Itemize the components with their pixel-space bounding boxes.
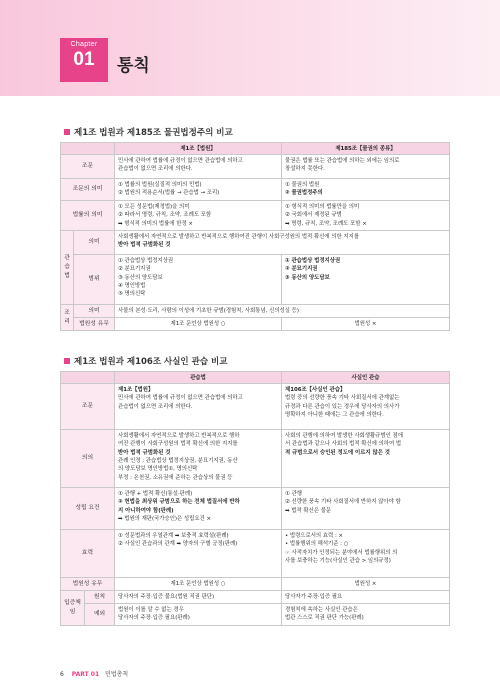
cell: ① 법률의 법원(실질적 의미의 민법) ② 법원의 적용순서(법률 → 관습법 → 조리) <box>115 179 282 201</box>
table-row <box>61 305 450 318</box>
cell: ① 관습법상 법정지상권 ② 분묘기지권 ③ 동산의 양도담보 ④ 명인방법 ⑤ 명의신탁 <box>115 255 282 305</box>
comparison-table-2 <box>60 371 450 626</box>
cell: ① 물권의 법원 ② 물권법정주의 <box>282 179 450 201</box>
cell: 경험칙에 속하는 사실인 관습은 법관 스스로 직권 판단 가능(판례) <box>282 604 450 626</box>
row-label: 법원성 유무 <box>61 578 115 591</box>
table-row <box>61 591 450 604</box>
row-label: 조문 <box>61 155 115 179</box>
cell: 물권은 법률 또는 관습법에 의하는 외에는 임의로 창설하지 못한다. <box>282 155 450 179</box>
cell: 민사에 관하여 법률에 규정이 없으면 관습법에 의하고 관습법이 없으면 조리에 의한다. <box>115 155 282 179</box>
row-label: 조문 <box>61 384 115 430</box>
table-row <box>61 604 450 626</box>
row-label: 범위 <box>74 255 115 305</box>
part-title: 민법총칙 <box>105 671 129 678</box>
comparison-table-1 <box>60 142 450 331</box>
cell: 법원성 × <box>282 578 450 591</box>
cell: 사회생활에서 자연적으로 발생하고 반복적으로 행하 여진 관행이 사회구성원의 법적 확신에 의한 지지를 받아 법적 규범화된 것 관례 인정 : 관습법상 법정지상권, 분묘기지권, 동산 의 양도담보 명인방법①, 명의신탁 부정 : 온천권, 소유권에 준하는 관습상의 물권 등 <box>115 430 282 488</box>
section1-title-text: 제1조 법원과 제185조 물권법정주의 비교 <box>74 128 233 138</box>
bullet-square-icon <box>64 358 70 364</box>
table-row <box>61 201 450 231</box>
table-row <box>61 179 450 201</box>
table-row <box>61 430 450 488</box>
page-number: 6 <box>60 671 64 678</box>
cell: 제106조【사실인 관습】 법령 중의 선량한 풍속 기타 사회질서에 관계없는 규정과 다른 관습이 있는 경우에 당사자의 의사가 명확하지 아니한 때에는 그 관습에 의한다. <box>282 384 450 430</box>
header-empty <box>61 143 115 155</box>
header-col-2: 제185조【물권의 종류】 <box>282 143 450 155</box>
table-row <box>61 488 450 530</box>
group-label: 조리 <box>61 305 74 331</box>
table-row <box>61 384 450 430</box>
cell: ① 성문법과의 우열관계 ➡ 보충적 효력설(판례) ② 사실인 관습과의 관계 ➡ 양자의 구별 긍정(판례) <box>115 530 282 578</box>
row-label: 의의 <box>61 430 115 488</box>
header-col-1: 제1조【법원】 <box>115 143 282 155</box>
table-header-row <box>61 143 450 155</box>
cell: ① 관행 ② 선량한 풍속 기타 사회질서에 반하지 않아야 함 ➡ 법적 확신은 불문 <box>282 488 450 530</box>
group-label: 관습법 <box>61 231 74 305</box>
row-label: 성립 요건 <box>61 488 115 530</box>
row-label: 조문의 의미 <box>61 179 115 201</box>
row-label: 예외 <box>85 604 115 626</box>
chapter-title: 통칙 <box>117 56 150 76</box>
chapter-badge <box>60 38 108 82</box>
cell: ① 형식적 의미의 법률만을 의미 ② 국회에서 제정된 규범 ➡ 명령, 규칙, 조약, 조례도 포함 × <box>282 201 450 231</box>
cell: 제1조【법원】 민사에 관하여 법률에 규정이 없으면 관습법에 의하고 관습법이 없으면 조리에 의한다. <box>115 384 282 430</box>
cell: 법원성 × <box>282 318 450 331</box>
row-label: 법률의 의미 <box>61 201 115 231</box>
group-label: 입증책임 <box>61 591 85 626</box>
section1-title <box>64 126 233 138</box>
row-label: 의미 <box>74 231 115 255</box>
row-label: 원칙 <box>85 591 115 604</box>
header-empty <box>61 372 115 384</box>
cell: ① 관습법상 법정지상권 ② 분묘기지권 ③ 동산의 양도담보 <box>282 255 450 305</box>
cell: 법원이 이를 알 수 없는 경우 당사자의 주장·입증 필요(판례) <box>115 604 282 626</box>
cell: 사회의 관행에 의하여 발생한 사회생활규범인 점에 서 관습법과 같으나 사회의 법적 확신에 의하여 법 적 규범으로서 승인된 정도에 이르지 않은 것 <box>282 430 450 488</box>
section2-title-text: 제1조 법원과 제106조 사실인 관습 비교 <box>74 357 228 367</box>
cell: • 법령으로서의 효력 : × • 법률행위의 해석기준 : ○ ☞ 사적자치가 인정되는 분야에서 법률행위의 의 사를 보충하는 기능(사실인 관습 > 임의규정) <box>282 530 450 578</box>
table-row <box>61 155 450 179</box>
cell: 당사자의 주장·입증 불요(법원 직권 판단) <box>115 591 282 604</box>
header-col-2: 사실인 관습 <box>282 372 450 384</box>
page-footer <box>60 669 128 678</box>
table-row <box>61 530 450 578</box>
table-header-row <box>61 372 450 384</box>
bullet-square-icon <box>64 129 70 135</box>
cell: 당사자가 주장·입증 필요 <box>282 591 450 604</box>
row-label: 의미 <box>74 305 115 318</box>
chapter-number: 01 <box>73 49 95 70</box>
row-label: 효력 <box>61 530 115 578</box>
cell: 사물의 본성·도리, 사람의 이성에 기초한 규범(경험칙, 사회통념, 신의성실 등) <box>115 305 450 318</box>
header-col-1: 관습법 <box>115 372 282 384</box>
table-row <box>61 578 450 591</box>
part-label: PART 01 <box>71 671 100 678</box>
table-row <box>61 255 450 305</box>
chapter-label: Chapter <box>70 41 98 48</box>
section2-title <box>64 355 227 367</box>
cell: ① 관행 + 법적 확신(통설·판례) ② 헌법을 최상위 규범으로 하는 전체 법질서에 반하 지 아니하여야 함(판례) ➡ 법원의 재판(국가승인)은 성립요건 × <box>115 488 282 530</box>
table-row <box>61 318 450 331</box>
cell: 사회생활에서 자연적으로 발생하고 반복적으로 행하여진 관행이 사회구성원의 법적 확신에 의한 지지를 받아 법적 규범화된 것 <box>115 231 450 255</box>
cell: ① 모든 성문법(제정법)을 의미 ② 따라서 명령, 규칙, 조약, 조례도 포함 ➡ 형식적 의미의 법률에 한정 × <box>115 201 282 231</box>
row-label: 법원성 유무 <box>74 318 115 331</box>
cell: 제1조 문언상 법원성 ○ <box>115 318 282 331</box>
cell: 제1조 문언상 법원성 ○ <box>115 578 282 591</box>
table-row <box>61 231 450 255</box>
